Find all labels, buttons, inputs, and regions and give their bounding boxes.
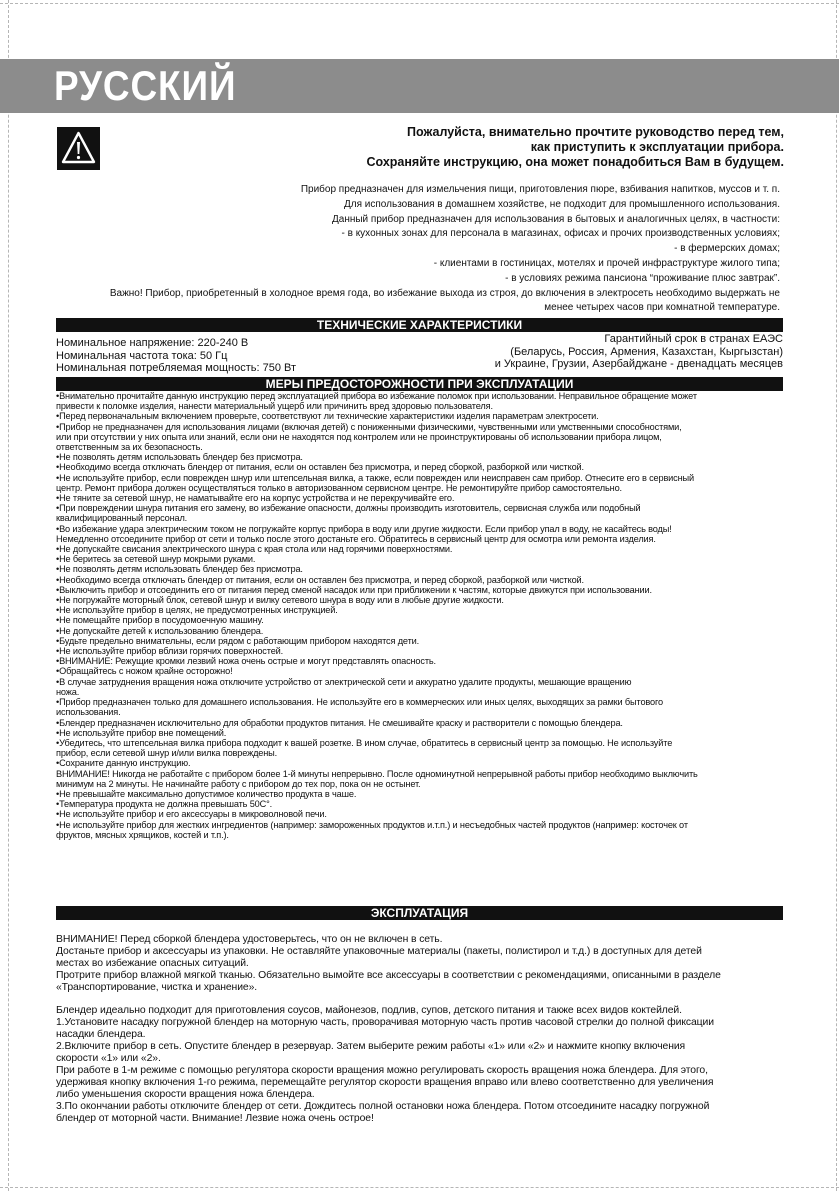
language-banner <box>0 59 839 113</box>
precaution-line: •Не используйте прибор вне помещений. <box>56 727 227 738</box>
precaution-line: •Не тяните за сетевой шнур, не наматывайте его на корпус устройства и не перекручивайте его. <box>56 493 455 504</box>
purpose-section <box>54 183 780 316</box>
precaution-line: •Необходимо всегда отключать блендер от питания, если он оставлен без присмотра, и перед сборкой, разборкой или чисткой. <box>56 574 584 585</box>
precautions-heading: МЕРЫ ПРЕДОСТОРОЖНОСТИ ПРИ ЭКСПЛУАТАЦИИ <box>56 377 783 391</box>
operation-line: Блендер идеально подходит для приготовления соусов, майонезов, подлив, супов, детского питания и также всех видов коктейлей. <box>56 1005 682 1016</box>
precaution-line: •Выключить прибор и отсоединить его от питания перед сменой насадок или при приближении к частям, которые движутся при использовании. <box>56 584 652 595</box>
precaution-line: •Не допускайте детей к использованию блендера. <box>56 625 264 636</box>
precaution-line: •Не позволять детям использовать блендер без присмотра. <box>56 564 303 575</box>
precaution-line: •ВНИМАНИЕ: Режущие кромки лезвий ножа очень острые и могут представлять опасность. <box>56 656 436 667</box>
precaution-line: •Не позволять детям использовать блендер без присмотра. <box>56 452 303 463</box>
language-heading: РУССКИЙ <box>54 62 237 109</box>
precaution-line: •Не используйте прибор для жестких ингредиентов (например: замороженных продуктов и.т.п.) и несъедобных частей продуктов (например: косточек от <box>56 819 688 830</box>
precautions-list <box>56 391 786 840</box>
precaution-line: •Перед первоначальным включением проверьте, соответствуют ли технические характеристики изделия параметрам электросети. <box>56 411 599 422</box>
precaution-line: •В случае затруднения вращения ножа отключите устройство от электрической сети и аккуратно удалите продукты, мешающие вращению <box>56 676 632 687</box>
spec-power: Номинальная потребляемая мощность: 750 Вт <box>56 362 297 374</box>
precaution-line: •Блендер предназначен исключительно для обработки продуктов питания. Не смешивайте краску и растворители с помощью блендера. <box>56 717 623 728</box>
precaution-line: •Не допускайте свисания электрического шнура с края стола или над горячими поверхностями. <box>56 544 453 555</box>
precaution-line: •Прибор не предназначен для использования лицами (включая детей) с пониженными физическими, чувственными или умственными способностями, <box>56 421 682 432</box>
precaution-line: •Температура продукта не должна превышать 50С°. <box>56 799 273 810</box>
purpose-line: - в кухонных зонах для персонала в магазинах, офисах и прочих производственных условиях; <box>341 228 780 240</box>
precaution-line: использования. <box>56 707 121 718</box>
purpose-line: Важно! Прибор, приобретенный в холодное время года, во избежание выхода из строя, до включения в электросеть необходимо выдержать не <box>109 287 780 299</box>
precaution-line: •Не помещайте прибор в посудомоечную машину. <box>56 615 264 626</box>
left-cut-line <box>8 0 9 1191</box>
purpose-line: - в фермерских домах; <box>674 243 780 255</box>
operation-line: 1.Установите насадку погружной блендер на моторную часть, проворачивая моторную часть против часовой стрелки до полной фиксации <box>56 1017 714 1028</box>
operation-line: удерживая кнопку включения 1-го режима, перемещайте регулятор скорости вращения вправо или влево соответственно для увеличения <box>56 1077 714 1088</box>
precaution-line: фруктов, мясных хрящиков, костей и т.п.). <box>56 829 229 840</box>
operation-line: блендер от моторной части. Внимание! Лезвие ножа очень острое! <box>56 1113 374 1124</box>
spec-frequency: Номинальная частота тока: 50 Гц <box>56 349 228 362</box>
precaution-line: центр. Ремонт прибора должен осуществляться только в авторизованном сервисном центре. Не ремонтируйте прибор самостоятельно. <box>56 482 622 493</box>
precaution-line: •Не беритесь за сетевой шнур мокрыми руками. <box>56 554 256 565</box>
notice-line: Сохраняйте инструкцию, она может понадобиться Вам в будущем. <box>366 155 784 169</box>
precaution-line: •Не используйте прибор в целях, не предусмотренных инструкцией. <box>56 605 338 616</box>
purpose-line: Данный прибор предназначен для использования в бытовых и аналогичных целях, в частности: <box>331 213 780 225</box>
operation-line: «Транспортирование, чистка и хранение». <box>56 982 258 993</box>
notice-line: Пожалуйста, внимательно прочтите руководство перед тем, <box>407 125 784 139</box>
precaution-line: •Не используйте прибор вблизи горячих поверхностей. <box>56 646 284 657</box>
precaution-line: ВНИМАНИЕ! Никогда не работайте с прибором более 1-й минуты непрерывно. После одноминутной непрерывной работы прибор необходимо выключить <box>56 768 698 779</box>
precaution-line: или при отсутствии у них опыта или знаний, если они не находятся под контролем или не проинструктированы об использовании прибора лицом, <box>56 431 662 442</box>
operation-line: либо уменьшения скорости вращения ножа блендера. <box>56 1089 315 1100</box>
right-cut-line <box>836 0 837 1191</box>
paragraph-gap <box>56 994 786 1005</box>
precaution-line: ножа. <box>56 686 80 697</box>
precaution-line: •При повреждении шнура питания его замену, во избежание опасности, должны производить изготовитель, сервисная служба или подобный <box>56 503 641 514</box>
tech-specs-heading: ТЕХНИЧЕСКИЕ ХАРАКТЕРИСТИКИ <box>56 318 783 332</box>
precaution-line: •Не превышайте максимально допустимое количество продукта в чаше. <box>56 788 357 799</box>
precaution-line: •Будьте предельно внимательны, если рядом с работающим прибором находятся дети. <box>56 635 420 646</box>
operation-section <box>56 934 786 1125</box>
operation-line: скорости «1» или «2». <box>56 1053 161 1064</box>
spec-voltage: Номинальное напряжение: 220-240 В <box>56 337 249 349</box>
precaution-line: •Внимательно прочитайте данную инструкцию перед эксплуатацией прибора во избежание поломок при использовании. Неправильное обращение может <box>56 391 697 401</box>
warranty-line: (Беларусь, Россия, Армения, Казахстан, Кыргызстан) <box>510 345 783 358</box>
purpose-line: Прибор предназначен для измельчения пищи, приготовления пюре, взбивания напитков, муссов и т. п. <box>300 184 780 195</box>
precaution-line: •Сохраните данную инструкцию. <box>56 758 191 769</box>
precaution-line: •Не используйте прибор и его аксессуары в микроволновой печи. <box>56 809 327 820</box>
precaution-line: •Не погружайте моторный блок, сетевой шнур и вилку сетевого шнура в воду или в любые другие жидкости. <box>56 595 504 606</box>
bottom-cut-line <box>0 1187 839 1188</box>
notice-line: как приступить к эксплуатации прибора. <box>530 140 784 154</box>
operation-line: При работе в 1-м режиме с помощью регулятора скорости вращения можно регулировать скорость вращения ножа блендера. Для этого, <box>56 1065 708 1076</box>
warranty-line: Гарантийный срок в странах ЕАЭС <box>604 333 783 345</box>
operation-heading: ЭКСПЛУАТАЦИЯ <box>56 906 783 920</box>
tech-specs-list <box>56 337 296 375</box>
precaution-line: •Обращайтесь с ножом крайне осторожно! <box>56 666 233 677</box>
purpose-line: Для использования в домашнем хозяйстве, не подходит для промышленного использования. <box>344 198 780 210</box>
precaution-line: прибор, если сетевой шнур и/или вилка повреждены. <box>56 748 278 759</box>
operation-line: местах во избежание опасных ситуаций. <box>56 958 249 969</box>
warranty-line: и Украине, Грузии, Азербайджане - двенадцать месяцев <box>494 358 783 370</box>
precaution-line: •Прибор предназначен только для домашнего использования. Не используйте его в коммерческих или иных целях, выходящих за рамки бытового <box>56 697 663 708</box>
precaution-line: ответственным за их безопасность. <box>56 442 203 453</box>
top-cut-line <box>0 3 839 4</box>
operation-line: ВНИМАНИЕ! Перед сборкой блендера удостоверьтесь, что он не включен в сеть. <box>56 934 443 945</box>
operation-line: Протрите прибор влажной мягкой тканью. Обязательно вымойте все аксессуары в соответствии с рекомендациями, описанными в разделе <box>56 970 721 981</box>
operation-line: насадки блендера. <box>56 1029 146 1040</box>
operation-line: 3.По окончании работы отключите блендер от сети. Дождитесь полной остановки ножа блендера. Потом отсоедините насадку погружной <box>56 1101 710 1112</box>
warranty-info <box>495 333 783 371</box>
purpose-line: - клиентами в гостиницах, мотелях и прочей инфраструктуре жилого типа; <box>433 257 780 269</box>
precaution-line: •Убедитесь, что штепсельная вилка прибора подходит к вашей розетке. В ином случае, обратитесь в сервисный центр за помощью. Не используйте <box>56 737 673 748</box>
operation-line: 2.Включите прибор в сеть. Опустите блендер в резервуар. Затем выберите режим работы «1» или «2» и нажмите кнопку включения <box>56 1041 686 1052</box>
precaution-line: привести к поломке изделия, нанести материальный ущерб или причинить вред здоровью пользователя. <box>56 401 493 412</box>
precaution-line: минимум на 2 минуты. Не начинайте работу с прибором до тех пор, пока он не остынет. <box>56 778 421 789</box>
precaution-line: •Во избежание удара электрическим током не погружайте корпус прибора в воду или другие жидкости. Если прибор упал в воду, не касайтесь воды! <box>56 523 672 534</box>
precaution-line: •Необходимо всегда отключать блендер от питания, если он оставлен без присмотра, и перед сборкой, разборкой или чисткой. <box>56 462 584 473</box>
precaution-line: Немедленно отсоедините прибор от сети и только после этого достаньте его. Обратитесь в сервисный центр для осмотра или ремонта изделия. <box>56 533 656 544</box>
precaution-line: квалифицированный персонал. <box>56 513 188 524</box>
purpose-line: менее четырех часов при комнатной температуре. <box>544 302 780 314</box>
warning-triangle-icon <box>57 127 100 170</box>
precaution-line: •Не используйте прибор, если поврежден шнур или штепсельная вилка, а также, если поврежден или неисправен сам прибор. Отнесите его в сервисный <box>56 472 694 483</box>
read-manual-notice <box>366 125 784 170</box>
purpose-line: - в условиях режима пансиона “проживание плюс завтрак”. <box>505 272 780 284</box>
operation-line: Достаньте прибор и аксессуары из упаковки. Не оставляйте упаковочные материалы (пакеты, полистирол и т.д.) в доступных для детей <box>56 946 702 957</box>
